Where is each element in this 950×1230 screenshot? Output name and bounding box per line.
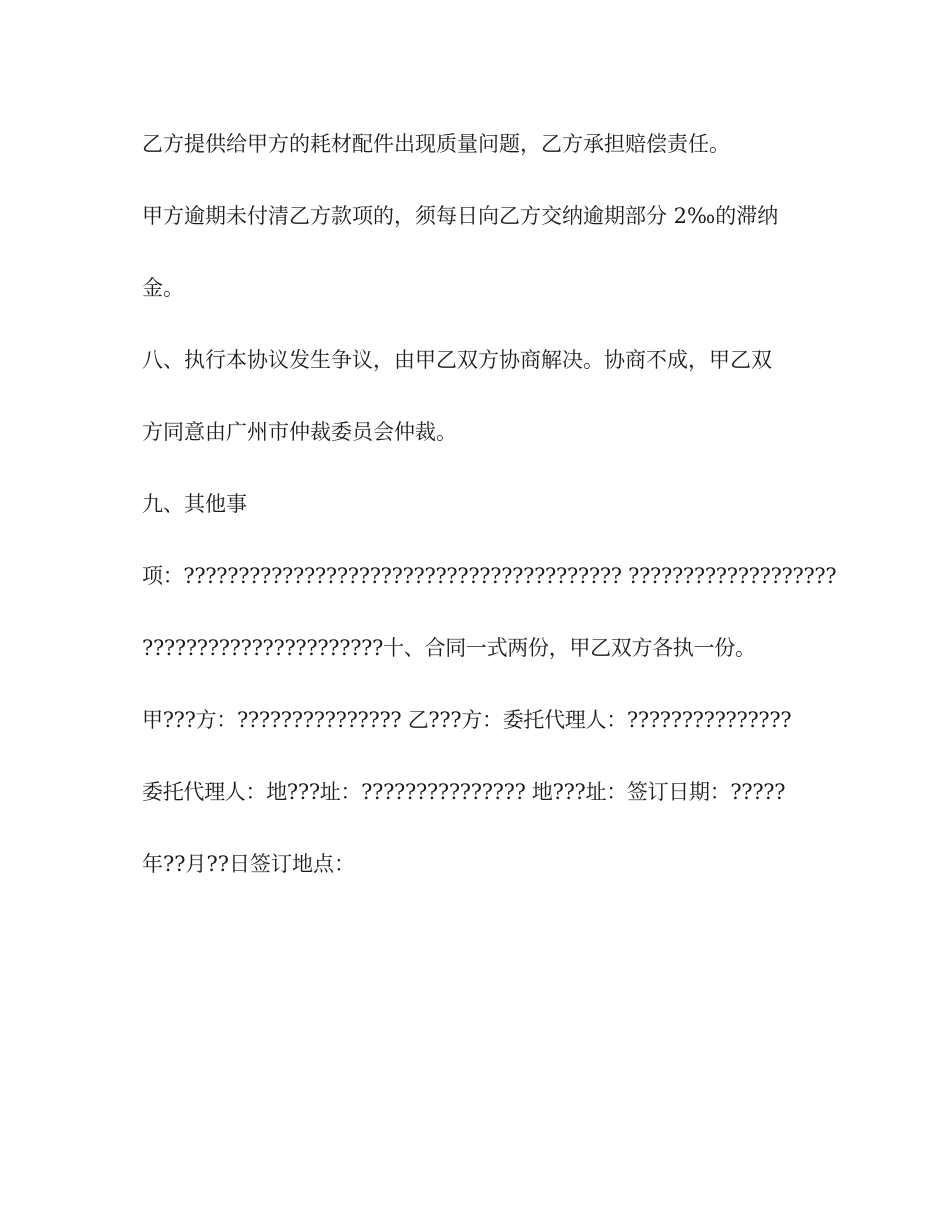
document-body: [142, 122, 837, 914]
text-line-9: 甲???方：??????????????? 乙???方：委托代理人：???????????????: [142, 708, 792, 732]
text-line-5: 方同意由广州市仲裁委员会仲裁。: [142, 420, 457, 444]
text-line-7: 项：???????????????????????????????????????? ???????????????????: [142, 564, 837, 588]
text-line-4: 八、执行本协议发生争议，由甲乙双方协商解决。协商不成，甲乙双: [142, 348, 772, 372]
text-line-1: 乙方提供给甲方的耗材配件出现质量问题，乙方承担赔偿责任。: [142, 132, 730, 156]
text-line-10: 委托代理人：地???址：??????????????? 地???址：签订日期：?????: [142, 780, 786, 804]
text-line-6: 九、其他事: [142, 492, 247, 516]
text-line-11: 年??月??日签订地点：: [142, 852, 356, 876]
text-line-3: 金。: [142, 276, 184, 300]
text-line-8: ??????????????????????十、合同一式两份，甲乙双方各执一份。: [142, 636, 756, 660]
text-line-2: 甲方逾期未付清乙方款项的，须每日向乙方交纳逾期部分 2‰的滞纳: [142, 204, 779, 228]
